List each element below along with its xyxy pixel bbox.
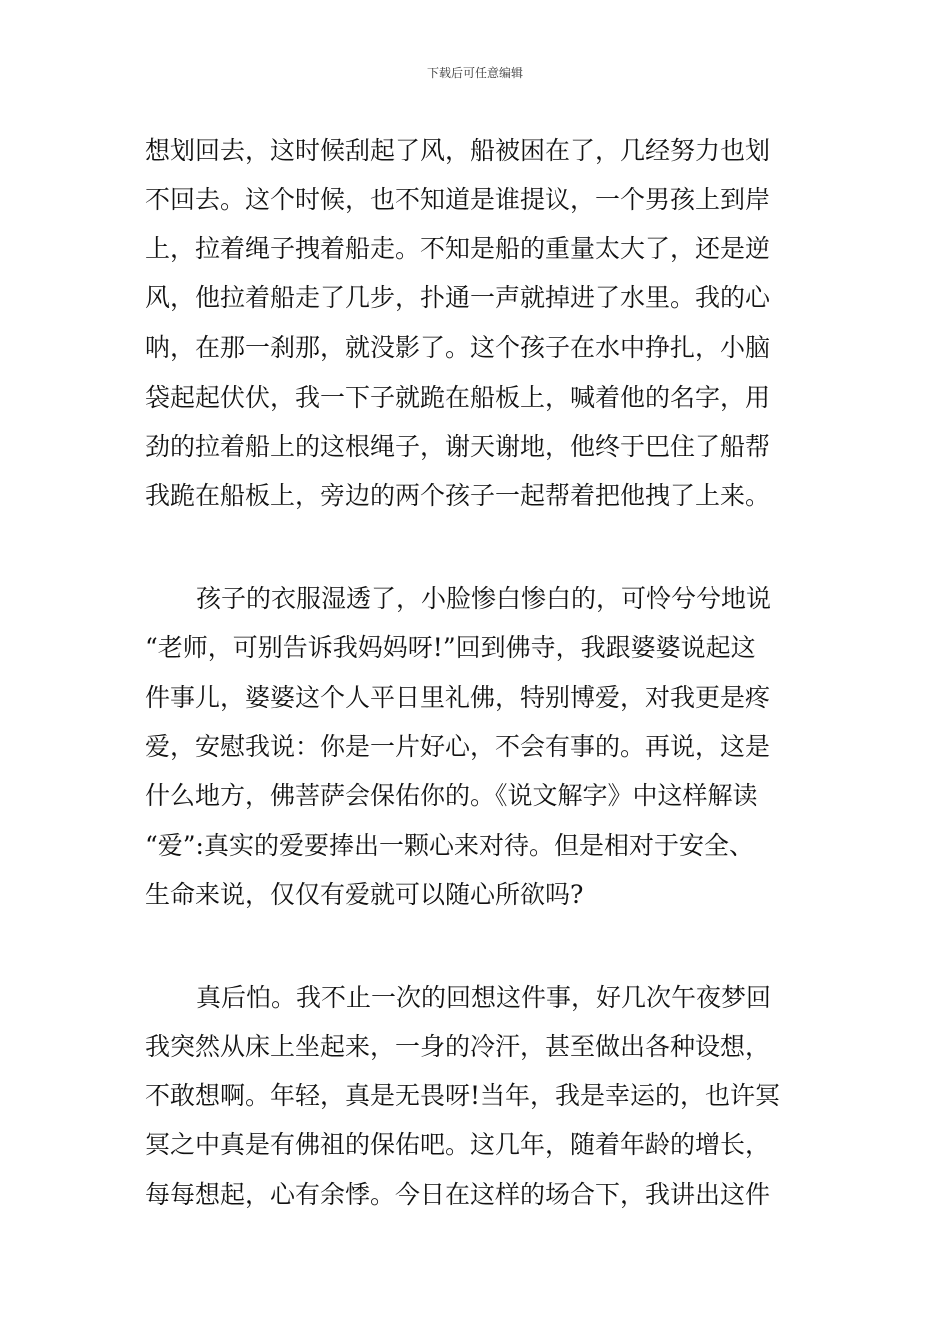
page-header: 下载后可任意编辑 xyxy=(426,66,523,80)
text-line: 上，拉着绳子拽着船走。不知是船的重量太大了，还是逆 xyxy=(145,234,771,263)
text-line: 不敢想啊。年轻，真是无畏呀!当年，我是幸运的，也许冥 xyxy=(145,1081,781,1110)
text-line: 每每想起，心有余悸。今日在这样的场合下，我讲出这件 xyxy=(145,1180,771,1209)
text-line: 真后怕。我不止一次的回想这件事，好几次午夜梦回 xyxy=(196,983,772,1012)
text-line: 不回去。这个时候，也不知道是谁提议，一个男孩上到岸 xyxy=(145,185,771,214)
text-line: 呐，在那一刹那，就没影了。这个孩子在水中挣扎，小脑 xyxy=(145,333,771,362)
text-line: 生命来说，仅仅有爱就可以随心所欲吗? xyxy=(145,880,584,909)
text-line: 什么地方，佛菩萨会保佑你的。《说文解字》中这样解读 xyxy=(145,781,758,810)
text-line: 我跪在船板上，旁边的两个孩子一起帮着把他拽了上来。 xyxy=(145,481,771,510)
text-line: “爱”:真实的爱要捧出一颗心来对待。但是相对于安全、 xyxy=(145,831,754,860)
text-line: “老师，可别告诉我妈妈呀!”回到佛寺，我跟婆婆说起这 xyxy=(145,633,756,662)
text-line: 孩子的衣服湿透了，小脸惨白惨白的，可怜兮兮地说 xyxy=(196,584,772,613)
text-line: 风，他拉着船走了几步，扑通一声就掉进了水里。我的心 xyxy=(145,283,771,312)
text-line: 爱，安慰我说：你是一片好心，不会有事的。再说，这是 xyxy=(145,732,771,761)
text-line: 劲的拉着船上的这根绳子，谢天谢地，他终于巴住了船帮 xyxy=(145,432,771,461)
text-line: 想划回去，这时候刮起了风，船被困在了，几经努力也划 xyxy=(145,136,771,165)
text-line: 件事儿，婆婆这个人平日里礼佛，特别博爱，对我更是疼 xyxy=(145,683,771,712)
text-line: 袋起起伏伏，我一下子就跪在船板上，喊着他的名字，用 xyxy=(145,383,771,412)
text-line: 冥之中真是有佛祖的保佑吧。这几年，随着年龄的增长， xyxy=(145,1130,771,1159)
text-line: 我突然从床上坐起来，一身的冷汗，甚至做出各种设想， xyxy=(145,1032,771,1061)
